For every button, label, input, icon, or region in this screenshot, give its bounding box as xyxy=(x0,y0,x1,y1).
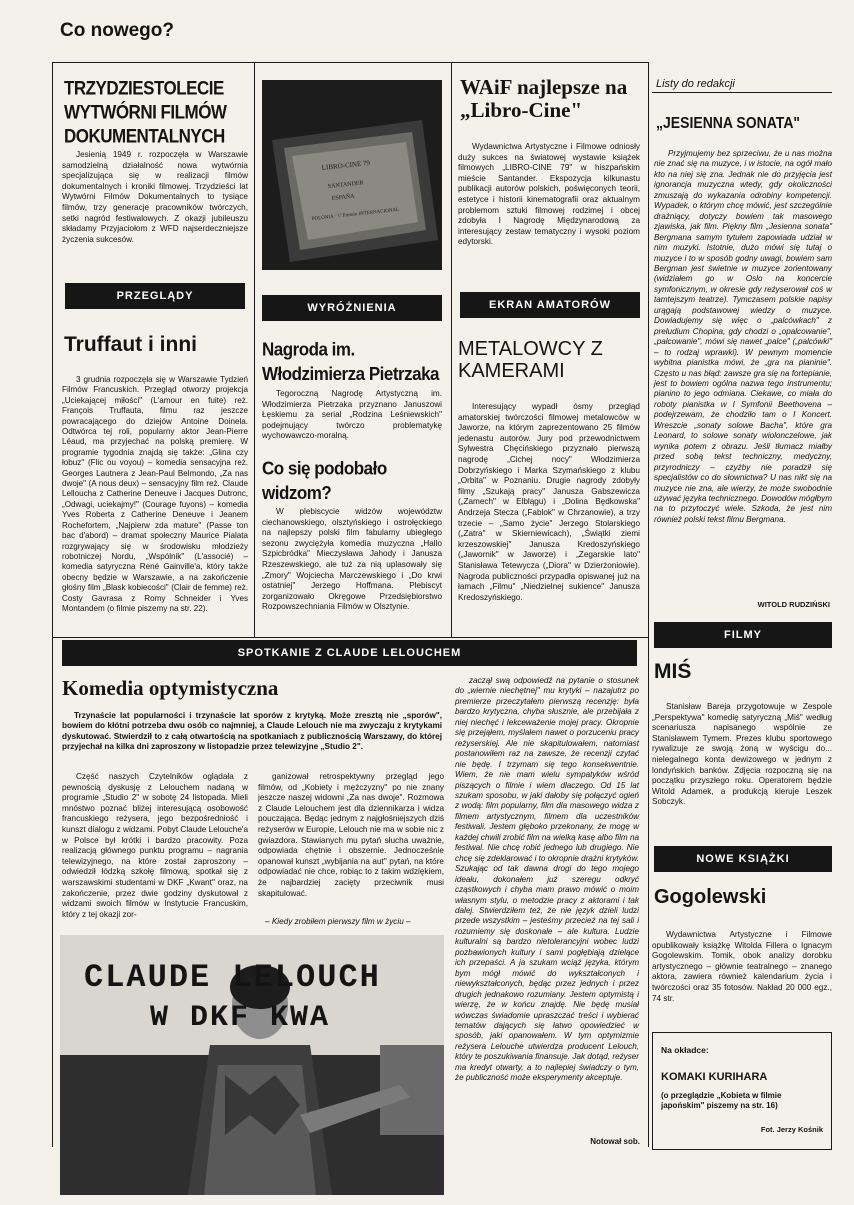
col4-kicker-rule xyxy=(652,92,832,93)
section-bar-spotkanie: SPOTKANIE Z CLAUDE LELOUCHEM xyxy=(62,640,637,666)
feature-col-a: Część naszych Czytelników oglądała z pewnością dyskusję z Lelouchem nadaną w programie „Studio 2" w sobotę 24 listopada. Mieli mnóstwo poznać bliżej interesującą osobowość francuskiego reżysera, jego bezpośredniość i kunszt dialogu z widzami. Pobyt Claude Lelouche'a w Polsce był krótki i bardzo pracowity. Poza realizacją głównego punktu programu – nagrania telewizyjnego, na które został zaproszony – odwiedził łódzką szkołę filmową, spotkał się z warszawskimi studentami w DKF „Kwant" oraz, na zakończenie, przez dwie godziny dyskutował z widzami swoich filmów w Instytucie Francuskim, który z tej okazji zor- xyxy=(62,772,248,919)
section-bar-wyroznienia: WYRÓŻNIENIA xyxy=(262,295,442,321)
col1-body: Jesienią 1949 r. rozpoczęła w Warszawie samodzielną działalność nowa wytwórnia specjalizująca się w realizacji filmów dokumentalnych i kroniki filmowej. Trzydzieści lat Wytwórni Filmów Dokumentalnych to tysiące filmów, trzy generacje pracowników twórczych, setki nagród festiwalowych. Z okazji jubileuszu składamy Przyjaciołom z WFD najserdeczniejsze życzenia sukcesów. xyxy=(62,150,248,244)
frame-left-rule xyxy=(52,62,53,1147)
libro-cine-plaque-photo xyxy=(262,80,442,270)
col4-signature: WITOLD RUDZIŃSKI xyxy=(757,600,830,609)
page-header: Co nowego? xyxy=(60,20,174,41)
col4-headline3: Gogolewski xyxy=(654,886,767,908)
claude-lelouch-photo xyxy=(60,935,444,1195)
feature-col-b: ganizował retrospektywny przegląd jego filmów, od „Kobiety i mężczyzny" po nie znany jeszcze naszej widowni „Za nas dwoje". Rozmowa z Claude Lelouchem jest dla dziennikarza i widza pouczająca. Będąc jednym z najgłośniejszych dziś reżyserów w Europie, Lelouch nie ma w sobie nic z gwiazdora. Stawianych mu pytań słucha uważnie, odpowiada chętnie i obszernie. Jednocześnie opanował kunszt „wybijania na aut" pytań, na które odpowiadać nie chce, robiąc to z takim wdziękiem, że najbardziej zacięty przeciwnik musi skapitulować. xyxy=(258,772,444,898)
col4-kicker: Listy do redakcji xyxy=(656,78,735,90)
svg-text:LIBRO-CINE 79: LIBRO-CINE 79 xyxy=(321,158,371,172)
col4-headline2: MIŚ xyxy=(654,660,692,683)
col3-body2: Interesujący wypadł ósmy przegląd amatorskiej twórczości filmowej metalowców w Jaworze, na którym zaprezentowano 25 filmów jedenastu autorów. Jury pod przewodnictwem Sylwestra Chęcińskiego przyznało pierwszą nagrodę „Cichej nocy" Włodzimierza Dobrzyńskiego i Marka Szymańskiego z klubu „Orbita" w Poznaniu. Drugie nagrody zdobyły filmy „Szukają pracy" Janusza Gabszewicza („Zamech" w Elblągu) i „Dolina Będkowska" Andrzeja Stecza („Fablok" w Chrzanowie), a trzy trzecie – „Samo życie" Jerzego Stolarskiego („Zatra" w Skierniewicach), „Świątki ziemi krzeszowskiej" Janusza Kredoszyńskiego („Jawornik" w Jaworze) i „Zegarskie lato" Stanisława Tetewycza („Diora" w Dzierżoniowie). Nagroda publiczności przypadła opiswanej już na łamach „Filmu" „Niedzielnej sukience" Janusza Kredoszyńskiego. xyxy=(458,402,640,602)
col3-body: Wydawnictwa Artystyczne i Filmowe odniosły duży sukces na światowej wystawie książek filmowych „LIBRO-CINE 79" w hiszpańskim mieście Santander. Ekspozycja kilkunastu publikacji autorów polskich, poświęconych teorii, estetyce i historii kinematografii oraz aktualnym problemom sztuki filmowej rodzimej i obcej zdobyła I Nagrodę Międzynarodową za interesujący zestaw tematyczny i wysoki poziom edytorski. xyxy=(458,142,640,247)
col1-body2: 3 grudnia rozpoczęła się w Warszawie Tydzień Filmów Francuskich. Przegląd otworzy projekcja „Uciekającej miłości" (L'amour en fuite) reż. François Truffauta, filmu raz jeszcze powracającego do dziejów Antoine Doinela. Odtwórca tej roli, popularny aktor Jean-Pierre Léaud, ma przyjechać na polską premierę. W programie tygodnia znajdą się także: „Glina czy łobuz" (Flic ou voyou) – komedia sensacyjna reż. Georges Lautnera z Jean-Paul Belmondo, „Za nas dwoje" (A nous deux) – sensacyjny film reż. Claude Lelloucha z Catherine Deneuve i Jacques Dutronc, „Odwagi, uciekajmy!" (Courage fuyons) – komedia Yves Roberta z Catherine Deneuve i Jeanem Rochefortem, „Najpierw zda mature" (Passe ton bac d'abord) – dramat społeczny Maurice Pialata rozgrywający się w środowisku młodzieży robotniczej Nordu, „Wspólnik" (L'associé) – komedia satyryczna René Gainville'a, który także obecny będzie w Warszawie, a na zakończenie głośny film „Blask kobiecości" (Clair de femme) reż. Costy Gavrasa z Romy Schneider i Yves Montandem (o filmie piszemy na str. 22). xyxy=(62,375,248,613)
feature-col-b-quote: – Kiedy zrobiłem pierwszy film w życiu – xyxy=(265,917,411,926)
cover-name: KOMAKI KURIHARA xyxy=(661,1071,768,1083)
photo-banner-line1: CLAUDE LELOUCH xyxy=(84,959,381,996)
feature-col-c: zaczął swą odpowiedź na pytanie o stosunek do „wiernie niechętnej" mu krytyki – nazajutrz po premierze przeczytałem pierwszą recenzję: była bardzo krytyczna, chyba słusznie, ale przebijała z niej niechęć i lekceważenie mojej pracy. Okropnie się przejąłem, myślałem nawet o porzuceniu pracy reżyserskiej. Ale nie skapitulowałem, natomiast postanowiłem raz na zawsze, że recenzji czytać nie będę. I trzymam się tego konsekwentnie. Wiem, że nie mam wielu sympatyków wśród piszących o filmie i wiem dlaczego. Od 15 lat szukam sposobu, w jaki dałoby się połączyć ogień z wodą: film popularny, film dla masowego widza z filmem artystycznym, filmem dla uczestników festiwali. Jestem głęboko przekonany, że mogę w każdej chwili zrobić film na wielką kasę albo film na festiwal. Nie chcę robić jednego lub drugiego. Nie chcę się zdeklarować i to okropnie drażni krytyków. Szukając od tak dawna drogi do tego mojego ideału, dokonałem już szeregu odkryć cząstkowych i chyba mam prawo mówić o moim własnym stylu, o metodzie pracy z aktorami i tak dalej. Stwierdziłem też, że nie język dzieli ludzi przede wszystkim – jesteśmy przecież na tej sali i rozumiemy się doskonale – ale kultura. Ludzie kulturalni są bardzo nietolerancyjni wobec ludzi pozbawionych kultury i sami pogłębiają dzielące ich przepaści. A ja szukam wciąż języka, którym bym mógł mówić do wykształconych i niewykształconych, będąc przez jednych i przez drugich jednakowo rozumiany. Jestem optymistą i wierzę, że w końcu znajdę. Nie będę musiał wówczas świadomie upraszczać treści i wybierać tematów dających się łatwo opowiedzieć w sposób, jaki opanowałem. W tym optymizmie reżysera Lelouche utwierdza producent Lelouch, który te poszukiwania finansuje. Jak dotąd, reżyser ma kredyt otwarty, a to najlepiej świadczy o tym, że publiczność może eksperymenty akceptuje. xyxy=(455,676,639,1083)
col4-body2: Stanisław Bareja przygotowuje w Zespole „Perspektywa" komedię satyryczną „Miś" według scenariusza napisanego wspólnie ze Stanisławem Tymem. Prezes klubu sportowego rywalizuje ze swoją żoną w wyścigu do... nielegalnego konta dewizowego w jednym z londyńskich banków. Zdjęcia rozpoczną się na początku przyszłego roku. Operatorem będzie Witold Adamek, a produkcją kieruje Leszek Sobczyk. xyxy=(652,702,832,807)
cover-info-box xyxy=(652,1032,832,1150)
col2-headline: Nagroda im. Włodzimierza Pietrzaka xyxy=(262,339,440,385)
col-divider-3 xyxy=(648,62,649,1147)
feature-lead: Trzynaście lat popularności i trzynaście lat sporów z krytyką. Może zresztą nie „sporów", bowiem do kłótni potrzeba dwu osób co najmniej, a Claude Lelouch nie ma zwyczaju z krytykami dyskutować. Stwierdził to z całą otwartością na spotkaniach z publicznością Warszawy, do której przyjechał na kilka dni zaproszony w listopadzie przez telewizyjne „Studio 2". xyxy=(62,711,442,752)
photo-banner-line2: W DKF KWA xyxy=(150,1001,331,1035)
col1-headline2: Truffaut i inni xyxy=(64,333,197,356)
cover-label: Na okładce: xyxy=(661,1045,709,1055)
feature-top-rule xyxy=(52,637,648,638)
feature-headline: Komedia optymistyczna xyxy=(62,676,279,700)
col-divider-1 xyxy=(254,62,255,637)
col2-headline2: Co się podobało widzom? xyxy=(262,458,387,504)
col2-body2: W plebiscycie widzów województw ciechanowskiego, olsztyńskiego i ostrołęckiego na najlepszy polski film fabularny ubiegłego sezonu zwyciężyła komedia muzyczna „Hallo Szpicbródka" Mieczysława Jahody i Janusza Rzeszewskiego, ale tuż za nią uplasowały się „Zmory" Wojciecha Marczewskiego i „Do krwi ostatniej" Jerzego Hoffmana. Plebiscyt zorganizowało Okręgowe Przedsiębiorstwo Rozpowszechniania Filmów w Olsztynie. xyxy=(262,507,442,612)
col4-body: Przyjmujemy bez sprzeciwu, że u nas można nie znać się na muzyce, i w istocie, na ogół mało kto na niej się zna. Jednak nie do przyjęcia jest ignorancja muzyczna wtedy, gdy okoliczności zmuszają do wykazania odrobiny kompetencji. Wypadek, o którym chcę mówić, jest szczególnie drażniący, dotyczy bowiem tak masowego zjawiska, jak film. Piękny film „Jesienna sonata" Bergmana samym tytułem zapowiada udział w nim muzyki. Istotnie, dużo mówi się tutaj o muzyce i to w sposób godny uwagi, bowiem sam Bergman jest świetnie w muzyce zorientowany (widziałem go w Oslo na koncercie symfonicznym, w okresie gdy reżyserował coś w tamtejszym teatrze). Tymczasem polskie napisy urągają podstawowej wiedzy o muzyce. Dowiadujemy się więc o „palcówkach" z preludium Chopina, gdy chodzi o „opalcowanie", „palcowanie", mówi się nawet „palce" („palcówki" – to rodzaj wprawki). W pewnym momencie wybitna pianistka mówi, że „gra na pianinie". Często u nas błąd: zawsze gra się na fortepianie, jest to bowiem ogólna nazwa tego instrumentu; pianino to jego odmiana. Ciekawe, co miała do roboty pianistka w I Symfonii Beethovena – podejrzewam, że chodziło tam o I Koncert. Wreszcie „sonaty solowe Bacha", które gra Leonard, to solowe sonaty wiolonczelowe, jak wynika potem z obrazu. Jeśli tłumacz miałby przed sobą tekst techniczny, medyczny, przyrodniczy – czyżby nie poradził się specjalistów co do słownictwa? U nas nikt się na muzyce nie zna, ale wierzy, że może swobodnie używać języka technicznego. Dowodów mógłbym na to przytoczyć wiele. Szkoda, że jest nim również polski tekst filmu Bergmana. xyxy=(654,149,832,524)
section-bar-filmy: FILMY xyxy=(654,622,832,648)
col-divider-2 xyxy=(451,62,452,637)
svg-text:SANTANDER: SANTANDER xyxy=(327,180,364,190)
cover-photo-credit: Fot. Jerzy Kośnik xyxy=(760,1125,823,1134)
col3-headline2: METALOWCY Z KAMERAMI xyxy=(458,338,603,382)
col1-headline: TRZYDZIESTOLECIE WYTWÓRNI FILMÓW DOKUMENTALNYCH xyxy=(64,77,227,148)
frame-top-rule xyxy=(52,62,648,63)
col2-body: Tegoroczną Nagrodę Artystyczną im. Włodzimierza Pietrzaka przyznano Januszowi Łęskiemu za serial „Rodzina Leśniewskich" podejmujący twórczo problematykę wychowawczo-moralną. xyxy=(262,389,442,441)
col4-body3: Wydawnictwa Artystyczne i Filmowe opublikowały książkę Witolda Fillera o Ignacym Gogolewskim. Tomik, obok analizy dorobku artystycznego – głównie teatralnego – znanego aktora, zawiera również kalendarium życia i twórczości oraz 35 fotosów. Nakład 20 000 egz., 74 str. xyxy=(652,930,832,1003)
cover-desc: (o przeglądzie „Kobieta w filmie japońskim" piszemy na str. 16) xyxy=(661,1091,782,1110)
feature-byline: Notował sob. xyxy=(590,1137,640,1146)
col3-headline: WAiF najlepsze na „Libro-Cine" xyxy=(460,75,628,122)
section-bar-ekran-amatorow: EKRAN AMATORÓW xyxy=(460,292,640,318)
col4-headline: „JESIENNA SONATA" xyxy=(656,113,801,132)
svg-text:POLONIA · 1º Premio INTERNACIO: POLONIA · 1º Premio INTERNACIONAL xyxy=(311,207,400,222)
svg-text:ESPAÑA: ESPAÑA xyxy=(331,193,355,202)
section-bar-przeglady: PRZEGLĄDY xyxy=(65,283,245,309)
section-bar-nowe-ksiazki: NOWE KSIĄŻKI xyxy=(654,846,832,872)
